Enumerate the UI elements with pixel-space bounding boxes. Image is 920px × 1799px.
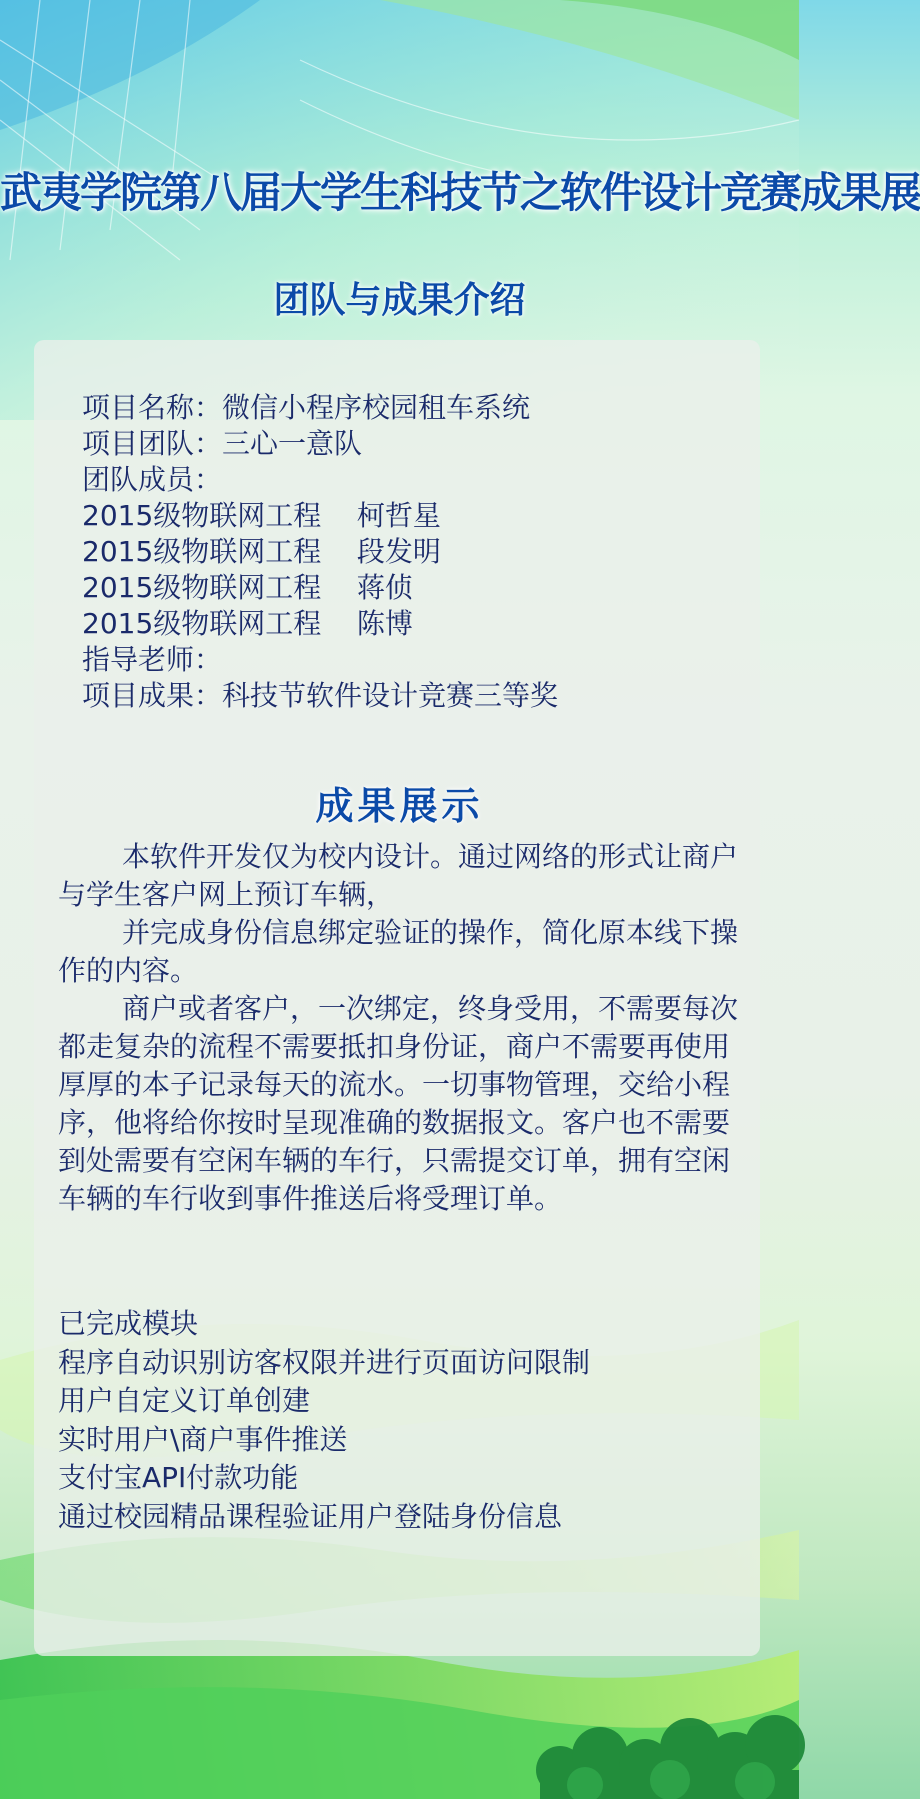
section-title-showcase: 成果展示 xyxy=(315,784,484,828)
poster-subtitle: 团队与成果介绍 xyxy=(273,280,526,321)
module-item-3: 实时用户\商户事件推送 xyxy=(58,1422,348,1456)
team-members-label: 团队成员： xyxy=(82,463,223,496)
project-result-line: 项目成果：科技节软件设计竞赛三等奖 xyxy=(82,679,559,712)
project-team-line: 项目团队：三心一意队 xyxy=(82,427,363,460)
description xyxy=(58,838,748,1218)
team-member-2: 2015级物联网工程 段发明 xyxy=(82,535,441,568)
description-paragraph-3: 商户或者客户，一次绑定，终身受用，不需要每次都走复杂的流程不需要抵扣身份证，商户不需要再使用厚厚的本子记录每天的流水。一切事物管理，交给小程序，他将给你按时呈现准确的数据报文。客户也不需要到处需要有空闲车辆的车行，只需提交订单，拥有空闲车辆的车行收到事件推送后将受理订单。 xyxy=(58,992,739,1215)
description-paragraph-2: 并完成身份信息绑定验证的操作，简化原本线下操作的内容。 xyxy=(58,916,739,987)
poster-title: 武夷学院第八届大学生科技节之软件设计竞赛成果展 xyxy=(0,168,920,217)
advisor-line: 指导老师： xyxy=(82,643,223,676)
project-name-line: 项目名称：微信小程序校园租车系统 xyxy=(82,391,531,424)
module-item-4: 支付宝API付款功能 xyxy=(58,1461,299,1494)
module-item-5: 通过校园精品课程验证用户登陆身份信息 xyxy=(58,1499,563,1533)
description-paragraph-1: 本软件开发仅为校内设计。通过网络的形式让商户与学生客户网上预订车辆， xyxy=(58,840,739,911)
team-member-4: 2015级物联网工程 陈博 xyxy=(82,607,413,640)
modules-heading: 已完成模块 xyxy=(58,1307,199,1340)
team-member-3: 2015级物联网工程 蒋侦 xyxy=(82,571,413,604)
module-item-2: 用户自定义订单创建 xyxy=(58,1384,311,1417)
completed-modules xyxy=(58,1305,590,1536)
project-info xyxy=(82,390,558,714)
module-item-1: 程序自动识别访客权限并进行页面访问限制 xyxy=(58,1345,591,1379)
team-member-1: 2015级物联网工程 柯哲星 xyxy=(82,499,441,532)
